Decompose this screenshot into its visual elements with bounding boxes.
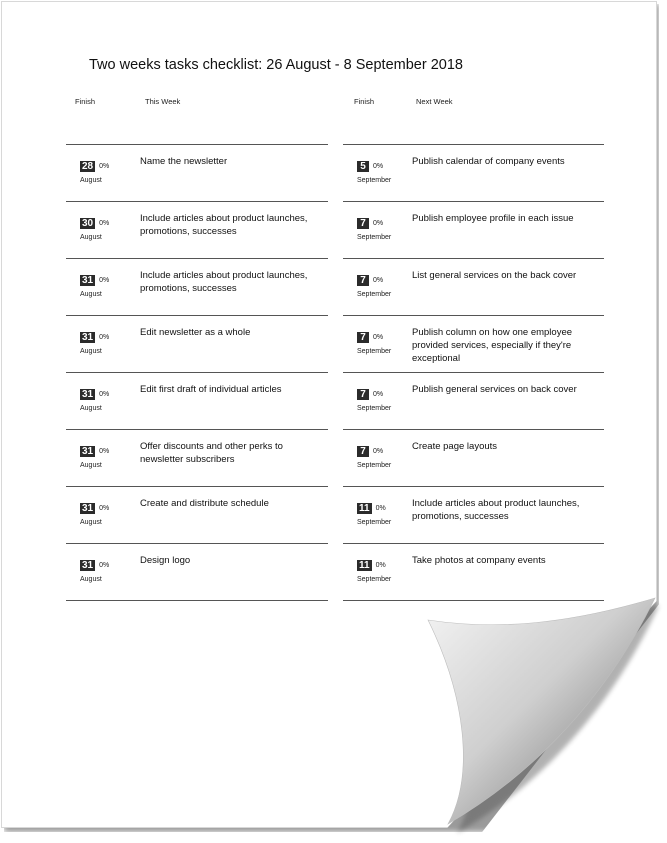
month-label: September xyxy=(357,348,392,355)
percent-complete: 0% xyxy=(373,220,384,227)
task-text: Include articles about product launches, promotions, successes xyxy=(140,270,308,294)
task-text: Include articles about product launches, promotions, successes xyxy=(412,498,580,522)
day-badge: 31 xyxy=(82,503,94,514)
task-text: Edit first draft of individual articles xyxy=(140,384,282,395)
day-badge: 31 xyxy=(82,389,94,400)
finish-date xyxy=(80,156,120,184)
task-row xyxy=(66,486,328,543)
month-label: August xyxy=(80,348,102,355)
right-finish-header: Finish xyxy=(354,97,375,106)
finish-date xyxy=(357,327,397,355)
finish-date xyxy=(357,498,397,526)
month-label: August xyxy=(80,234,102,241)
day-badge: 7 xyxy=(357,389,369,400)
finish-date xyxy=(80,498,120,526)
month-label: September xyxy=(357,519,392,526)
task-text: Publish employee profile in each issue xyxy=(412,213,574,224)
percent-complete: 0% xyxy=(373,448,384,455)
task-row xyxy=(66,144,328,201)
percent-complete: 0% xyxy=(375,505,386,512)
task-row xyxy=(66,429,328,486)
month-label: August xyxy=(80,291,102,298)
task-text: Create page layouts xyxy=(412,441,498,452)
percent-complete: 0% xyxy=(99,163,110,170)
task-row xyxy=(343,201,604,258)
day-badge: 11 xyxy=(359,503,370,514)
percent-complete: 0% xyxy=(99,277,110,284)
day-badge: 7 xyxy=(357,332,369,343)
day-badge: 7 xyxy=(357,275,369,286)
finish-date xyxy=(357,384,397,412)
task-text: Publish general services on back cover xyxy=(412,384,577,395)
month-label: August xyxy=(80,576,102,583)
finish-date xyxy=(357,555,397,583)
finish-date xyxy=(80,384,120,412)
finish-date xyxy=(80,213,120,241)
percent-complete: 0% xyxy=(373,277,384,284)
day-badge: 31 xyxy=(82,332,94,343)
task-row xyxy=(66,372,328,429)
task-row xyxy=(343,372,604,429)
next-week-header: Next Week xyxy=(416,97,453,106)
task-text: Include articles about product launches, promotions, successes xyxy=(140,213,308,237)
task-text: List general services on the back cover xyxy=(412,270,577,281)
day-badge: 30 xyxy=(82,218,94,229)
day-badge: 11 xyxy=(359,560,370,571)
finish-date xyxy=(357,270,397,298)
task-row xyxy=(66,201,328,258)
percent-complete: 0% xyxy=(99,220,110,227)
month-label: August xyxy=(80,519,102,526)
day-badge: 31 xyxy=(82,446,94,457)
month-label: August xyxy=(80,405,102,412)
task-row xyxy=(343,144,604,201)
percent-complete: 0% xyxy=(375,562,386,569)
left-finish-header: Finish xyxy=(75,97,96,106)
day-badge: 31 xyxy=(82,275,94,286)
task-row xyxy=(343,258,604,315)
task-text: Name the newsletter xyxy=(140,156,228,167)
task-text: Design logo xyxy=(140,555,191,566)
finish-date xyxy=(80,441,120,469)
percent-complete: 0% xyxy=(99,391,110,398)
percent-complete: 0% xyxy=(373,334,384,341)
task-row xyxy=(343,486,604,543)
month-label: September xyxy=(357,234,392,241)
task-row xyxy=(66,543,328,601)
percent-complete: 0% xyxy=(373,391,384,398)
percent-complete: 0% xyxy=(99,448,110,455)
task-row xyxy=(66,315,328,372)
day-badge: 5 xyxy=(357,161,369,172)
task-text: Publish column on how one employee provided services, especially if they're exceptional xyxy=(412,327,573,364)
month-label: September xyxy=(357,291,392,298)
next-week-table xyxy=(343,144,604,601)
this-week-table xyxy=(66,144,328,601)
day-badge: 7 xyxy=(357,446,369,457)
task-row xyxy=(343,429,604,486)
month-label: September xyxy=(357,576,392,583)
month-label: September xyxy=(357,462,392,469)
finish-date xyxy=(80,555,120,583)
task-row xyxy=(343,315,604,372)
month-label: September xyxy=(357,177,392,184)
task-text: Publish calendar of company events xyxy=(412,156,565,167)
month-label: August xyxy=(80,177,102,184)
task-text: Edit newsletter as a whole xyxy=(140,327,251,338)
day-badge: 7 xyxy=(357,218,369,229)
percent-complete: 0% xyxy=(99,334,110,341)
document-title: Two weeks tasks checklist: 26 August - 8 September 2018 xyxy=(89,57,463,73)
finish-date xyxy=(357,213,397,241)
finish-date xyxy=(80,327,120,355)
task-row xyxy=(343,543,604,601)
finish-date xyxy=(357,441,397,469)
task-text: Create and distribute schedule xyxy=(140,498,269,509)
finish-date xyxy=(357,156,397,184)
task-text: Take photos at company events xyxy=(412,555,546,566)
percent-complete: 0% xyxy=(99,562,110,569)
percent-complete: 0% xyxy=(373,163,384,170)
task-text: Offer discounts and other perks to newsletter subscribers xyxy=(140,441,283,465)
day-badge: 28 xyxy=(82,161,94,172)
this-week-header: This Week xyxy=(145,97,181,106)
percent-complete: 0% xyxy=(99,505,110,512)
month-label: September xyxy=(357,405,392,412)
finish-date xyxy=(80,270,120,298)
month-label: August xyxy=(80,462,102,469)
day-badge: 31 xyxy=(82,560,94,571)
task-row xyxy=(66,258,328,315)
